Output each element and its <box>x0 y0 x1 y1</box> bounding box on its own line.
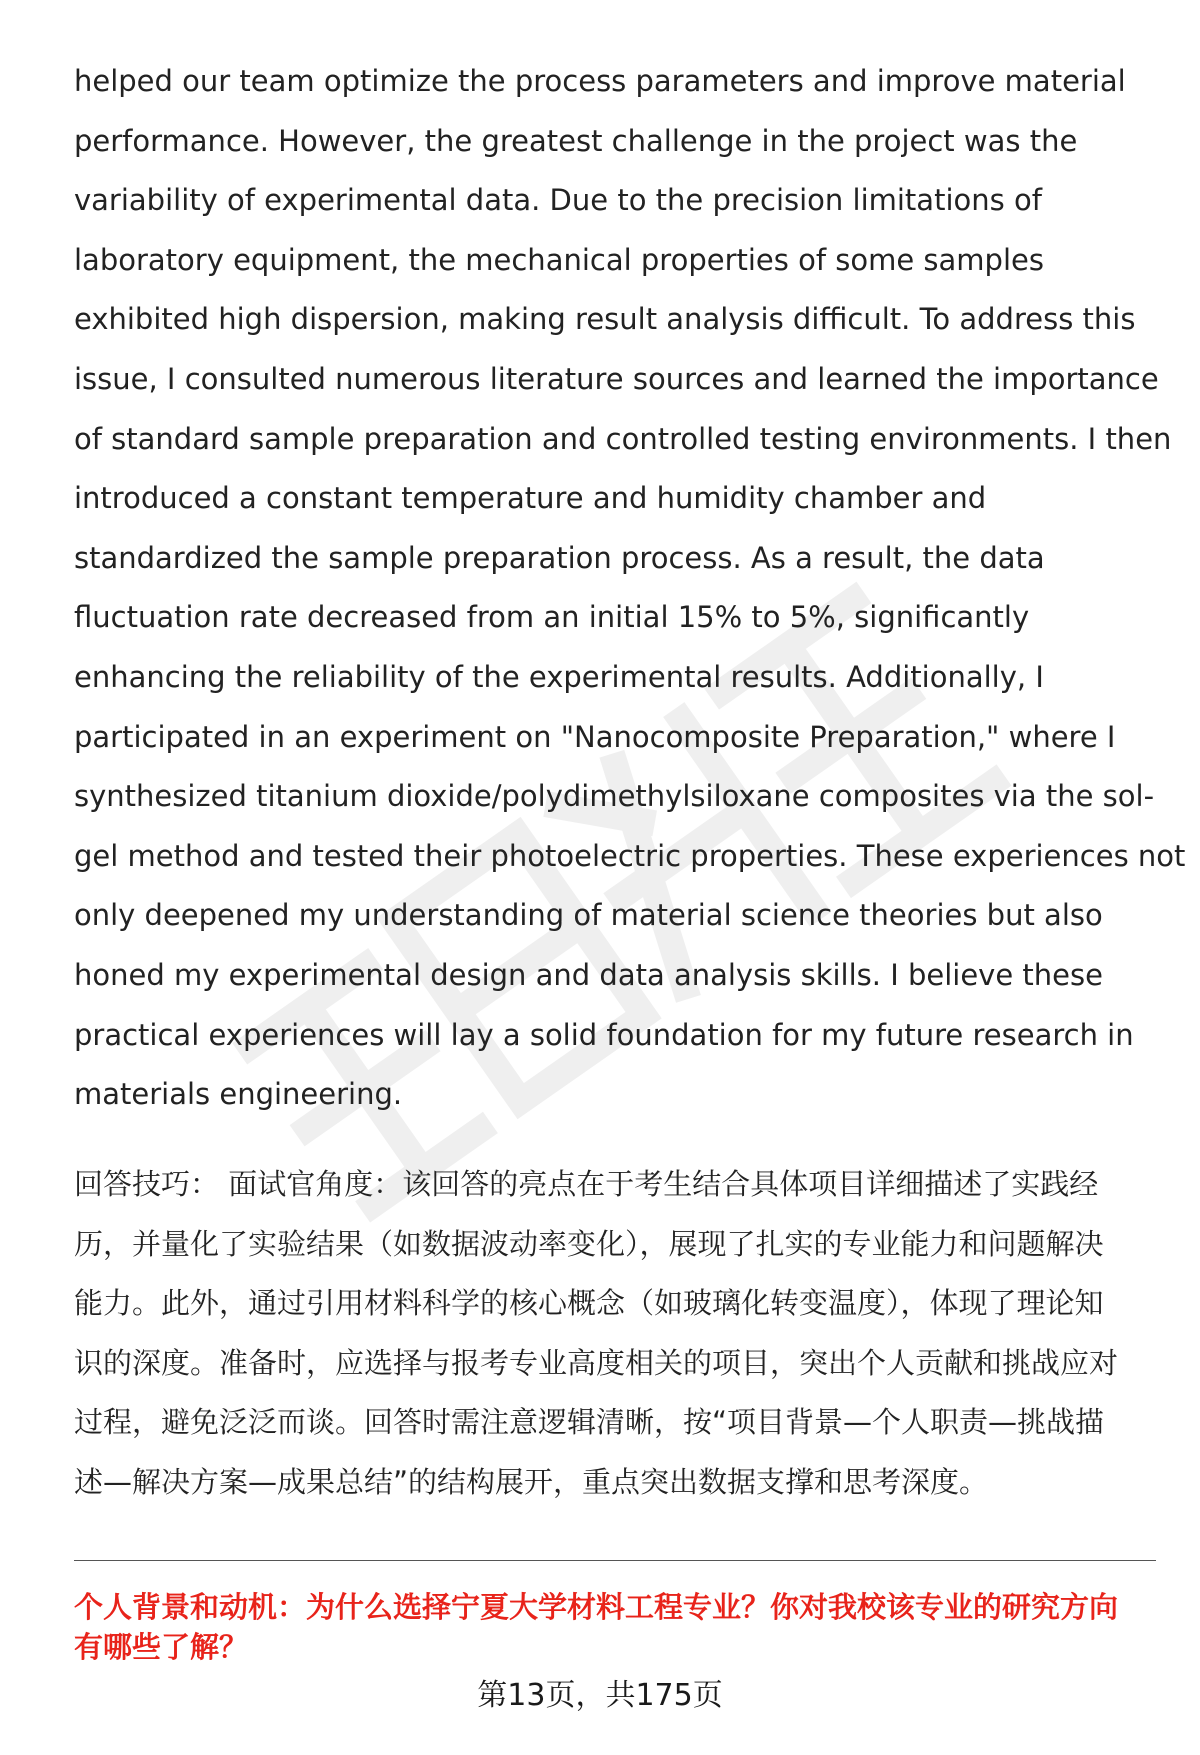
question-line: 有哪些了解？ <box>74 1630 249 1664</box>
answer-line: participated in an experiment on "Nanocomposite Preparation," where I <box>74 719 1116 754</box>
answer-line: honed my experimental design and data analysis skills. I believe these <box>74 957 1103 992</box>
tips-line: 述—解决方案—成果总结”的结构展开，重点突出数据支撑和思考深度。 <box>74 1464 989 1499</box>
page-number: 第13页，共175页 <box>477 1678 723 1713</box>
answer-line: enhancing the reliability of the experimental results. Additionally, I <box>74 659 1044 694</box>
answer-line: exhibited high dispersion, making result analysis difficult. To address this <box>74 302 1136 337</box>
answer-line: variability of experimental data. Due to the precision limitations of <box>74 183 1042 218</box>
tips-line: 回答技巧： 面试官角度：该回答的亮点在于考生结合具体项目详细描述了实践经 <box>74 1167 1099 1201</box>
tips-line: 历，并量化了实验结果（如数据波动率变化），展现了扎实的专业能力和问题解决 <box>74 1226 1104 1261</box>
tips-line: 能力。此外，通过引用材料科学的核心概念（如玻璃化转变温度），体现了理论知 <box>74 1286 1104 1321</box>
answer-line: synthesized titanium dioxide/polydimethylsiloxane composites via the sol- <box>74 779 1155 814</box>
answer-line: performance. However, the greatest challenge in the project was the <box>74 123 1078 158</box>
answer-body <box>74 52 1186 1125</box>
answer-line: standardized the sample preparation process. As a result, the data <box>74 540 1045 575</box>
answer-line: gel method and tested their photoelectric properties. These experiences not <box>74 838 1186 873</box>
answer-line: fluctuation rate decreased from an initial 15% to 5%, significantly <box>74 600 1030 635</box>
answer-line: laboratory equipment, the mechanical properties of some samples <box>74 242 1044 277</box>
section-divider <box>74 1560 1156 1561</box>
answer-line: of standard sample preparation and controlled testing environments. I then <box>74 421 1172 456</box>
question-heading <box>74 1587 1174 1667</box>
answer-line: materials engineering. <box>74 1077 403 1112</box>
answer-line: helped our team optimize the process parameters and improve material <box>74 64 1126 98</box>
answer-line: introduced a constant temperature and humidity chamber and <box>74 481 987 516</box>
tips-line: 识的深度。准备时，应选择与报考专业高度相关的项目，突出个人贡献和挑战应对 <box>74 1345 1119 1380</box>
answer-line: issue, I consulted numerous literature sources and learned the importance <box>74 361 1159 396</box>
answer-line: practical experiences will lay a solid foundation for my future research in <box>74 1017 1134 1052</box>
question-line: 个人背景和动机：为什么选择宁夏大学材料工程专业？你对我校该专业的研究方向 <box>74 1590 1119 1624</box>
answer-line: only deepened my understanding of material science theories but also <box>74 898 1103 933</box>
tips-line: 过程，避免泛泛而谈。回答时需注意逻辑清晰，按“项目背景—个人职责—挑战描 <box>74 1405 1105 1440</box>
answer-tips <box>74 1155 1174 1513</box>
